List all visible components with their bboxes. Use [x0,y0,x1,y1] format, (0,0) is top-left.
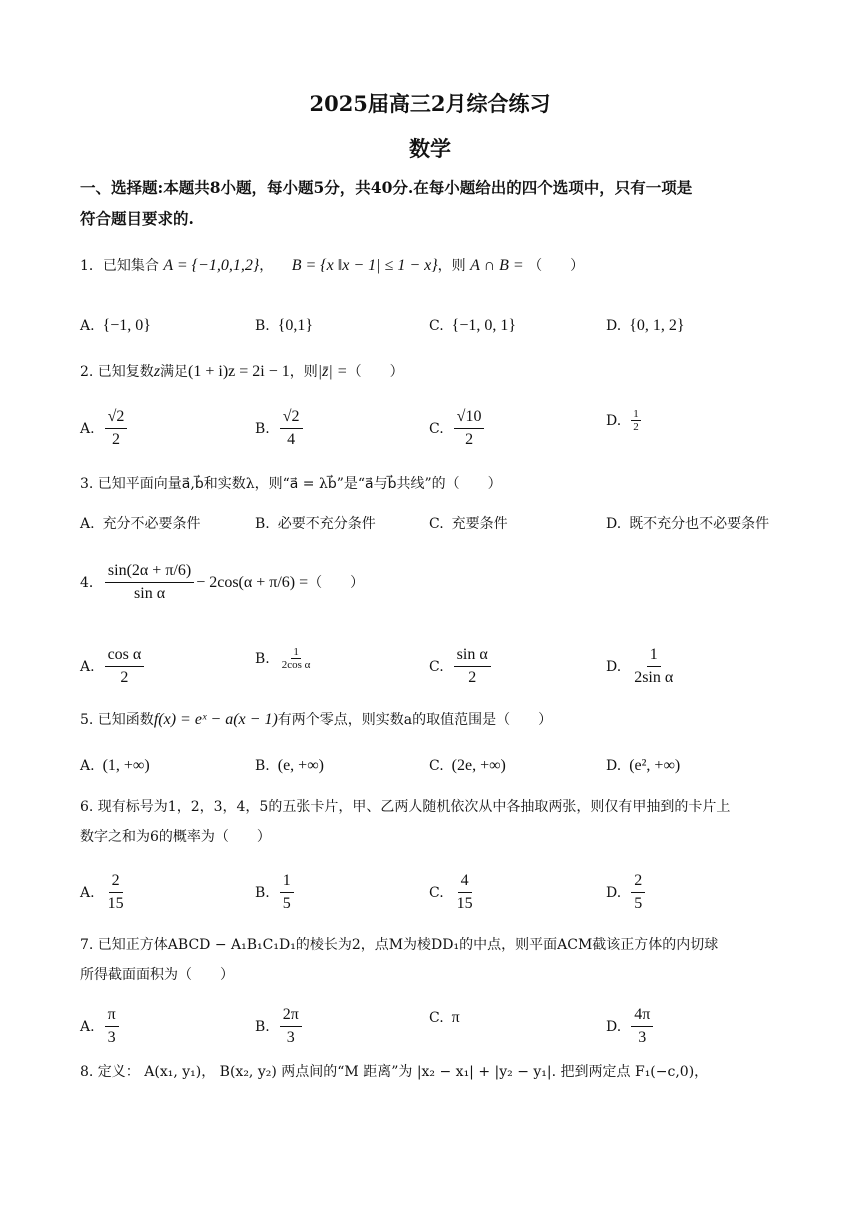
question-5-options [80,754,785,794]
option-d[interactable] [606,408,643,433]
question-6 [80,792,785,852]
option-label: A. [80,516,95,532]
option-label: A. [80,1018,95,1035]
option-a[interactable] [80,1006,121,1047]
option-value: {−1, 0} [102,317,151,334]
section-heading-line1: 一、选择题:本题共8小题，每小题5分，共40分.在每小题给出的四个选项中，只有一项是 [80,178,693,197]
option-b[interactable] [255,1006,304,1047]
option-label: B. [255,1018,270,1035]
option-label: B. [255,650,270,667]
question-4 [80,562,785,603]
option-a[interactable] [80,872,129,913]
option-label: D. [606,318,622,334]
denominator: 3 [638,1029,647,1046]
numerator: √2 [280,408,303,429]
option-c[interactable] [429,872,478,913]
question-7-line2: 所得截面面积为（ ） [80,967,234,983]
option-value: 既不充分也不必要条件 [629,516,770,532]
option-label: A. [80,318,95,334]
option-a[interactable] [80,646,146,687]
numerator: √2 [105,408,128,429]
option-d[interactable] [606,314,685,338]
answer-blank: （ ） [347,364,404,380]
option-label: C. [429,1010,444,1026]
set-a: A = {−1,0,1,2} [163,257,260,274]
exam-title: 2025届高三2月综合练习 [309,91,551,116]
option-a[interactable] [80,314,151,338]
fraction [280,408,303,449]
function-expr: f(x) = eˣ − a(x − 1) [153,711,278,728]
option-label: B. [255,516,270,532]
option-b[interactable] [255,646,314,671]
option-label: B. [255,758,270,774]
numerator: sin α [454,646,491,667]
option-label: C. [429,658,444,675]
option-value: {0, 1, 2} [629,317,685,334]
denominator: 2 [468,669,477,686]
denominator: 5 [634,895,643,912]
option-c[interactable] [429,1006,460,1030]
option-c[interactable] [429,646,493,687]
option-label: B. [255,884,270,901]
option-d[interactable] [606,754,680,778]
option-value: (e, +∞) [277,757,324,774]
option-value: (e², +∞) [629,757,681,774]
question-3: 3. 已知平面向量a⃗,b⃗和实数λ，则“a⃗ = λb⃗”是“a⃗与b⃗共线”的（ ） [80,476,502,492]
denominator: sin α [134,585,166,602]
question-2 [80,360,785,384]
question-1-mid: ，则 [437,258,466,274]
numerator: 2 [109,872,123,893]
denominator: 4 [287,431,296,448]
fraction [280,872,294,913]
numerator: π [105,1006,119,1027]
option-d[interactable] [606,646,678,687]
numerator: 1 [647,646,661,667]
fraction [280,1006,302,1047]
fraction [105,646,145,687]
denominator: 15 [107,895,124,912]
option-c[interactable] [429,314,516,338]
equation: (1 + i)z = 2i − 1 [188,363,290,380]
option-value: (2e, +∞) [451,757,506,774]
separator: ， [259,258,274,274]
numerator: 2 [631,872,645,893]
denominator: 2cos α [281,659,311,671]
option-d[interactable] [606,512,769,536]
fraction [454,872,476,913]
option-value: 充要条件 [451,516,508,532]
question-6-options [80,872,785,912]
question-1-pre: 已知集合 [102,258,159,274]
fraction [105,408,128,449]
option-label: C. [429,420,444,437]
option-a[interactable] [80,512,201,536]
question-1-number: 1． [80,258,103,274]
option-label: A. [80,658,95,675]
answer-blank: （ ） [528,258,585,274]
question-6-line1: 6. 现有标号为1，2，3，4，5的五张卡片，甲、乙两人随机依次从中各抽取两张，则仅有甲抽到的卡片上 [80,799,731,815]
option-b[interactable] [255,314,313,338]
fraction [631,1006,653,1047]
set-b: B = {x ‖x − 1| ≤ 1 − x} [291,257,438,274]
question-3-options [80,512,785,552]
option-label: B. [255,318,270,334]
numerator: cos α [105,646,145,667]
intersection-expr: A ∩ B = [470,257,524,274]
numerator: 2π [280,1006,302,1027]
option-b[interactable] [255,872,296,913]
option-value: (1, +∞) [102,757,150,774]
option-value: 充分不必要条件 [102,516,201,532]
option-b[interactable] [255,512,376,536]
numerator: 4 [458,872,472,893]
question-8: 8. 定义： A(x₁, y₁)， B(x₂, y₂) 两点间的“M 距离”为 |x₂ − x₁| + |y₂ − y₁|. 把到两定点 F₁(−c,0)， [80,1064,709,1080]
option-d[interactable] [606,1006,655,1047]
denominator: 2sin α [634,669,674,686]
section-heading-line2: 符合题目要求的. [80,209,194,228]
option-label: A. [80,758,95,774]
option-label: D. [606,758,622,774]
expression-rest: − 2cos(α + π/6) = [196,573,309,591]
answer-blank: （ ） [308,574,365,591]
option-a[interactable] [80,754,150,778]
denominator: 5 [282,895,291,912]
option-c[interactable] [429,512,508,536]
abs-expr: |z̄| = [317,363,348,380]
variable-z: z [153,363,161,380]
numerator: 1 [293,646,299,658]
option-label: A. [80,884,95,901]
numerator: sin(2α + π/6) [105,562,194,583]
option-b[interactable] [255,754,324,778]
option-c[interactable] [429,408,486,449]
option-label: A. [80,420,95,437]
option-value: {0,1} [277,317,314,334]
option-value: π [451,1009,460,1026]
fraction [280,646,313,671]
denominator: 3 [286,1029,295,1046]
question-2-post: ，则 [289,364,318,380]
option-label: C. [429,884,444,901]
option-value: {−1, 0, 1} [451,317,517,334]
question-1 [80,254,785,278]
question-5-pre: 5. 已知函数 [80,712,154,728]
question-5 [80,708,785,732]
numerator: 1 [280,872,294,893]
fraction [454,646,491,687]
fraction [105,872,127,913]
question-6-line2: 数字之和为6的概率为（ ） [80,829,271,845]
option-label: C. [429,758,444,774]
fraction [105,562,194,603]
denominator: 3 [107,1029,116,1046]
question-4-options [80,646,785,686]
question-4-number: 4． [80,574,103,591]
option-a[interactable] [80,408,129,449]
fraction [631,646,676,687]
fraction [631,872,645,913]
question-2-mid: 满足 [160,364,189,380]
option-d[interactable] [606,872,647,913]
denominator: 2 [120,669,129,686]
option-label: D. [606,884,622,901]
option-b[interactable] [255,408,305,449]
option-label: D. [606,516,622,532]
fraction [105,1006,119,1047]
question-2-pre: 2. 已知复数 [80,364,154,380]
option-label: D. [606,1018,622,1035]
fraction [631,408,641,433]
question-5-post: 有两个零点，则实数a的取值范围是（ ） [277,712,553,728]
numerator: 1 [633,408,639,420]
numerator: √10 [454,408,485,429]
fraction [454,408,485,449]
section-heading [80,172,785,234]
option-label: D. [606,412,622,429]
numerator: 4π [631,1006,653,1027]
option-label: C. [429,318,444,334]
option-c[interactable] [429,754,506,778]
question-7-options [80,1006,785,1046]
question-1-options [80,314,785,354]
option-value: 必要不充分条件 [277,516,376,532]
denominator: 15 [456,895,473,912]
subject-title: 数学 [409,136,451,161]
question-2-options [80,408,785,448]
question-7-line1: 7. 已知正方体ABCD − A₁B₁C₁D₁的棱长为2，点M为棱DD₁的中点，则平面ACM截该正方体的内切球 [80,937,719,953]
option-label: B. [255,420,270,437]
denominator: 2 [633,421,639,433]
denominator: 2 [465,431,474,448]
denominator: 2 [111,431,120,448]
option-label: C. [429,516,444,532]
option-label: D. [606,658,622,675]
question-7 [80,930,785,990]
